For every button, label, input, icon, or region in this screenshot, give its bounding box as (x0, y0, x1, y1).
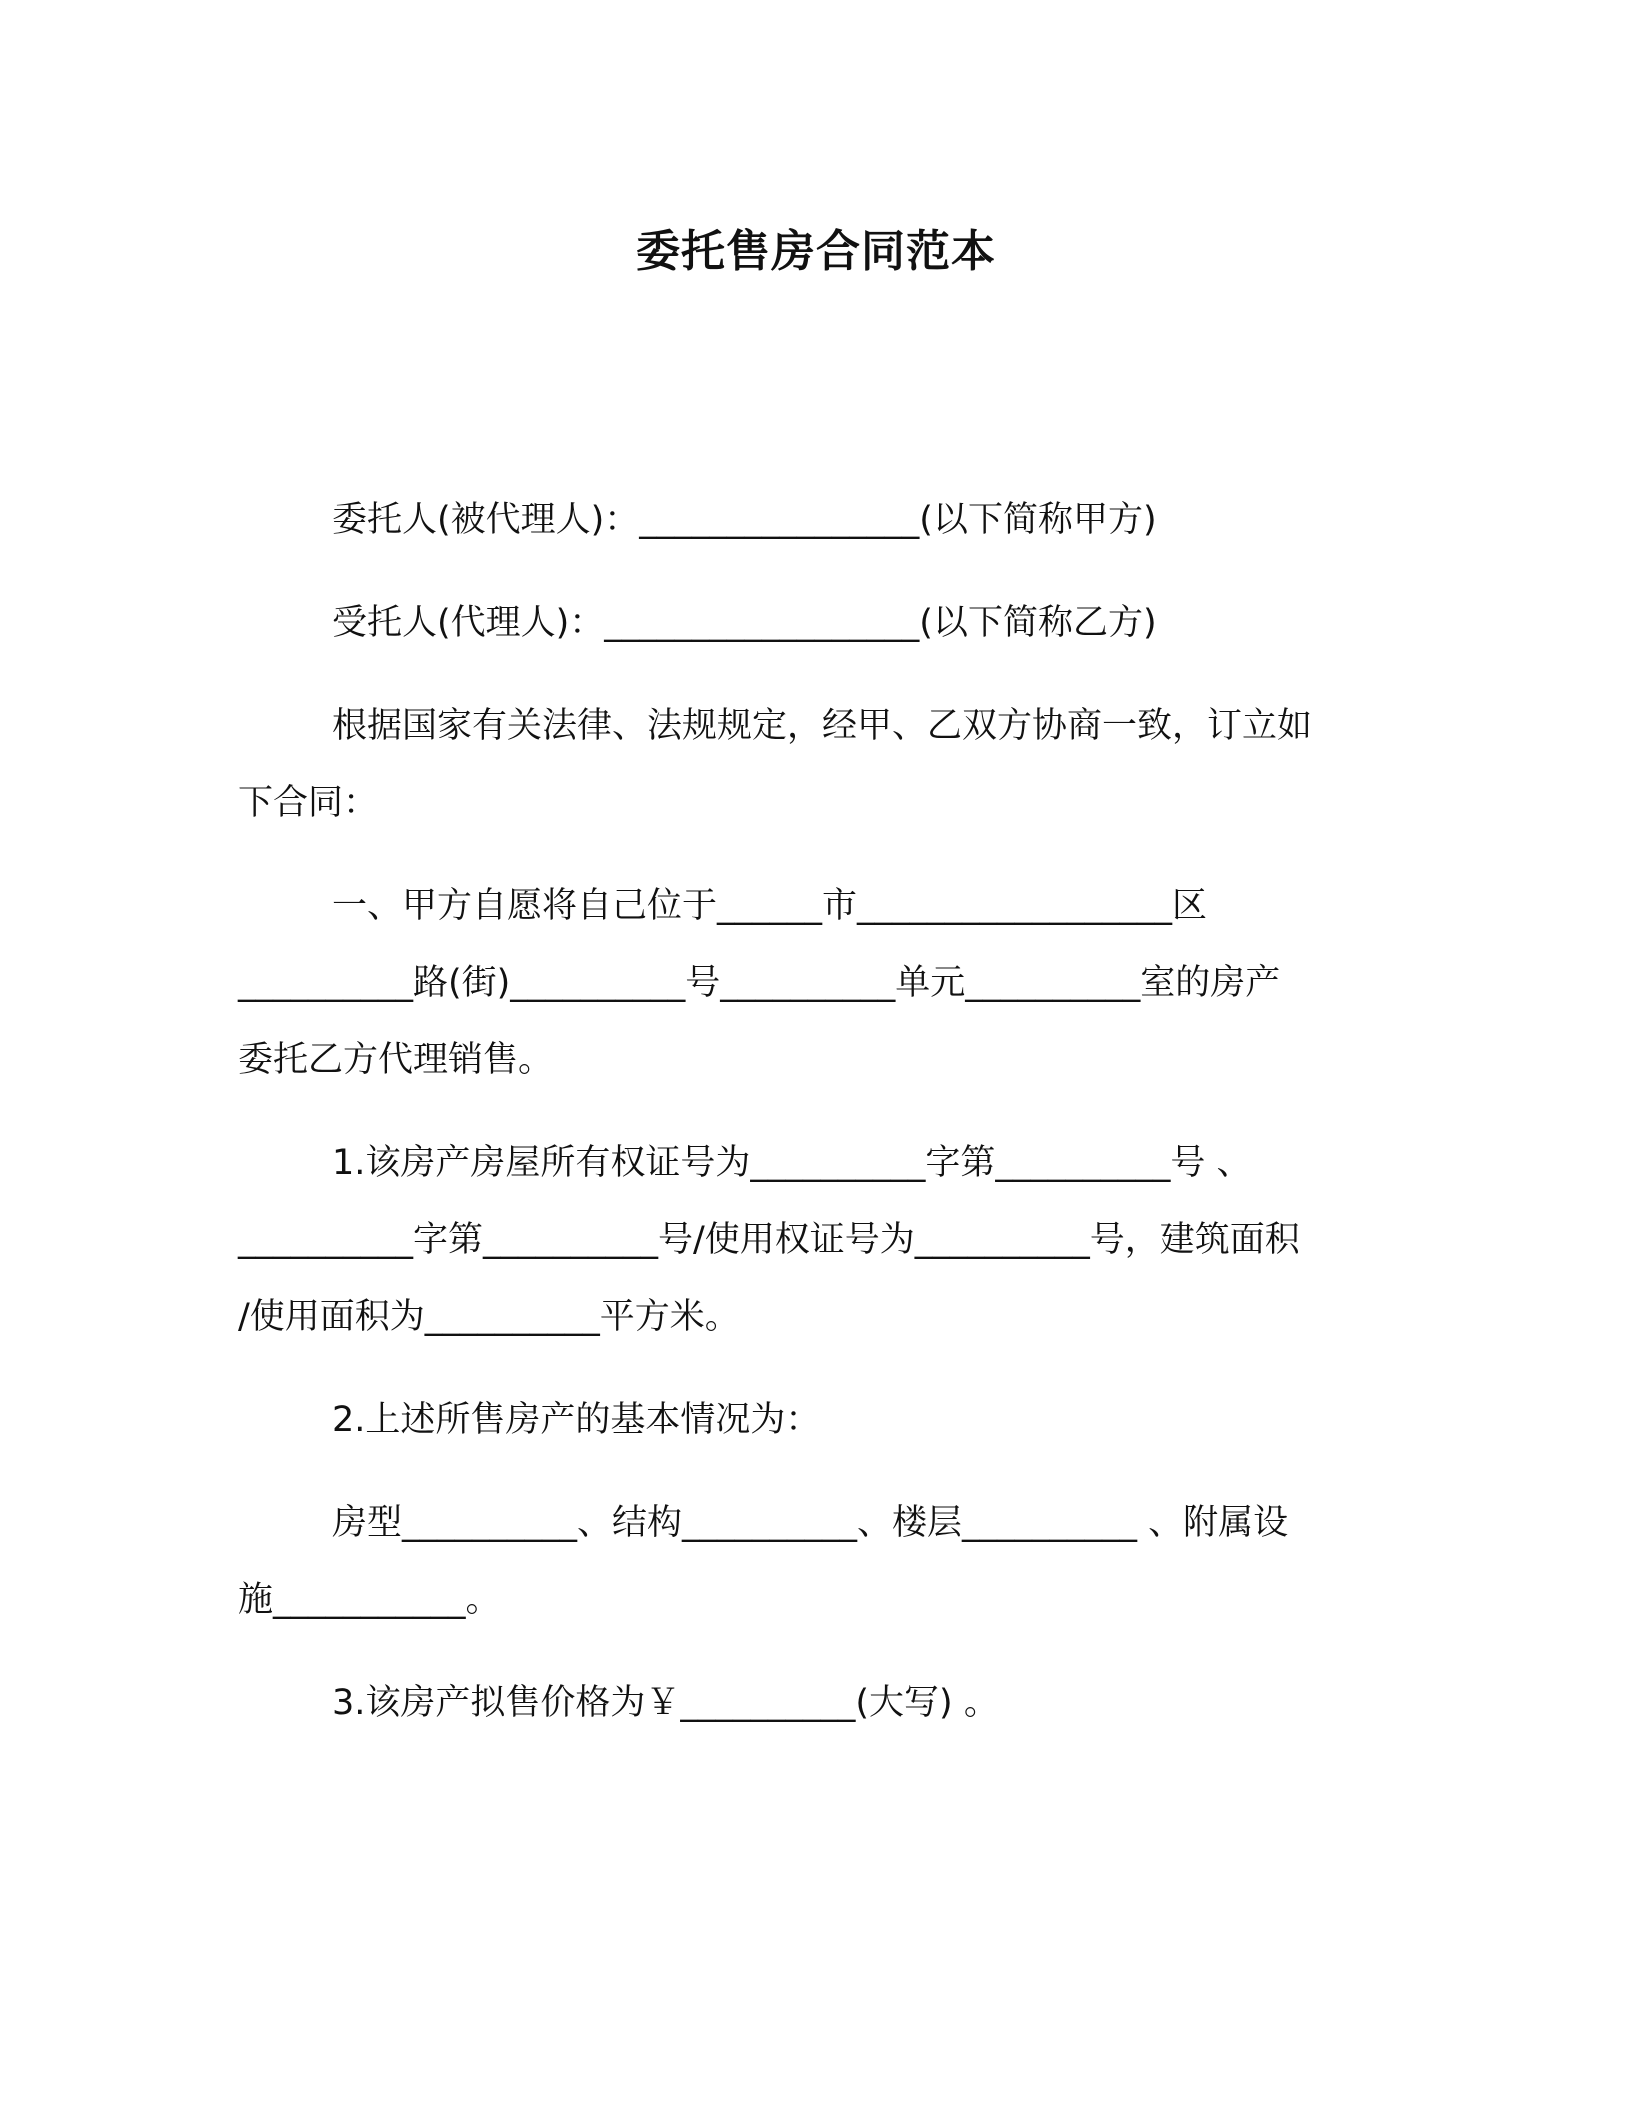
item-1-line-1: 1.该房产房屋所有权证号为__________字第__________号 、 (332, 1143, 1252, 1183)
principal-line: 委托人(被代理人)：________________(以下简称甲方) (332, 500, 1157, 540)
item-1-line-2: __________字第__________号/使用权证号为__________号，建筑面积 (238, 1220, 1300, 1260)
agent-line: 受托人(代理人)：__________________(以下简称乙方) (332, 603, 1157, 643)
clause-1-line-3: 委托乙方代理销售。 (238, 1040, 554, 1080)
preamble-line-2: 下合同： (238, 783, 379, 823)
item-2-line-1: 2.上述所售房产的基本情况为： (332, 1400, 821, 1440)
item-1-line-3: /使用面积为__________平方米。 (238, 1297, 740, 1337)
preamble-line-1: 根据国家有关法律、法规规定，经甲、乙双方协商一致，订立如 (332, 706, 1313, 746)
clause-1-line-2: __________路(街)__________号__________单元__________室的房产 (238, 963, 1281, 1003)
item-2-line-2: 房型__________、结构__________、楼层__________ 、附属设 (332, 1503, 1289, 1543)
item-3-line-1: 3.该房产拟售价格为￥__________(大写) 。 (332, 1683, 999, 1723)
item-2-line-3: 施___________。 (238, 1580, 501, 1620)
clause-1-line-1: 一、甲方自愿将自己位于______市__________________区 (332, 886, 1208, 926)
document-title: 委托售房合同范本 (636, 226, 996, 277)
